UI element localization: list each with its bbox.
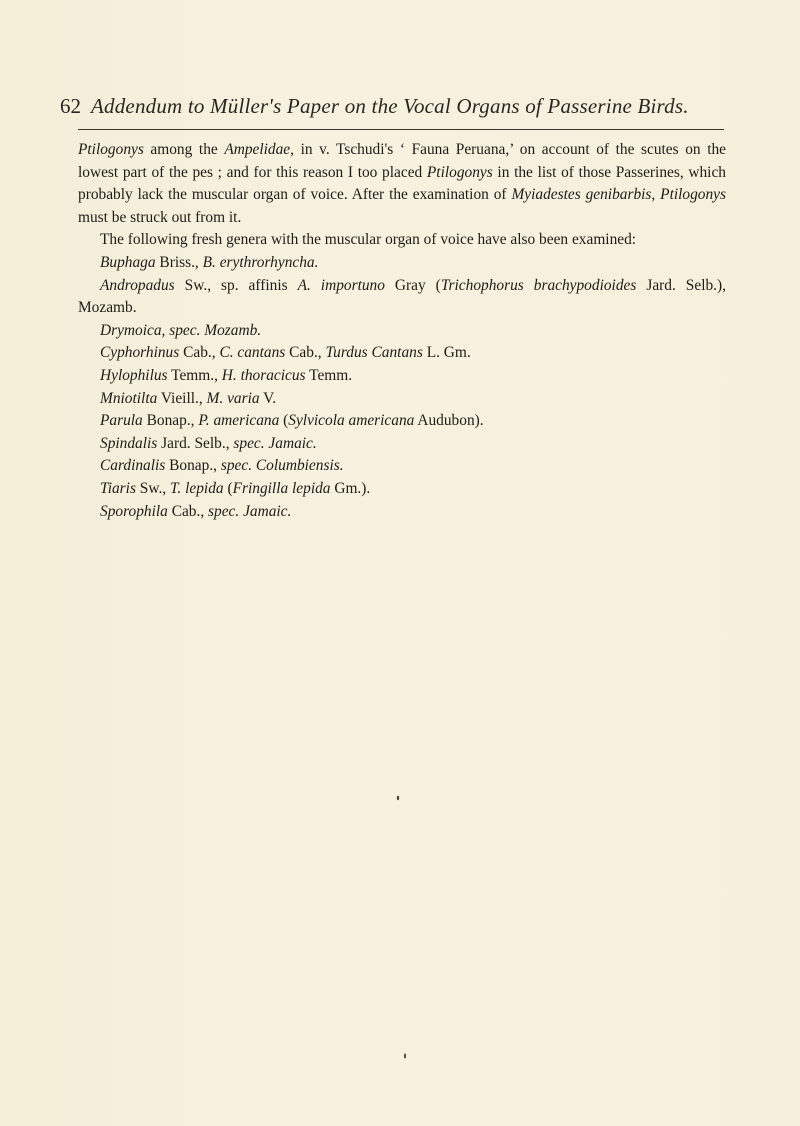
page-number: 62 — [60, 94, 81, 118]
authority: Temm., — [167, 366, 222, 384]
running-head: Addendum to Müller's Paper on the Vocal Organs of Passerine Birds. — [91, 94, 689, 118]
authority: ( — [223, 479, 233, 497]
paragraph-examined-intro: The following fresh genera with the muscular organ of voice have also been examined: — [100, 231, 637, 249]
authority: Cab., — [285, 344, 326, 362]
genus-name: Tiaris — [100, 479, 136, 497]
family-name: Ampelidae — [224, 141, 291, 158]
genus-name: Ptilogonys — [426, 163, 493, 181]
species-name: T. lepida — [170, 479, 224, 497]
authority: Vieill., — [157, 389, 207, 407]
authority: Temm. — [305, 366, 353, 384]
genus-name: Mniotilta — [100, 389, 158, 407]
genus-name: Ptilogonys — [78, 141, 144, 158]
authority: Sw., sp. affinis — [174, 276, 298, 294]
species-name: spec. Columbiensis. — [220, 457, 344, 475]
species-name: C. cantans — [219, 344, 286, 362]
genus-name: Ptilogonys — [660, 186, 727, 204]
text-run: , — [651, 186, 661, 204]
authority: Jard. Selb., — [157, 434, 234, 452]
authority: ( — [279, 412, 289, 430]
synonym-name: Sylvicola americana — [288, 412, 415, 430]
genus-name: Buphaga — [100, 253, 156, 271]
authority: V. — [259, 389, 277, 407]
species-name: P. americana — [198, 412, 280, 430]
paper-speck — [404, 1053, 406, 1058]
authority: Briss., — [155, 253, 203, 271]
species-name: M. varia — [206, 389, 260, 407]
authority: Gm.). — [330, 479, 371, 497]
authority: Bonap., — [165, 457, 221, 475]
authority: L. Gm. — [422, 344, 471, 362]
genus-name: Cyphorhinus — [100, 344, 180, 362]
text-run: among the — [143, 141, 225, 158]
species-name: H. thoracicus — [221, 366, 306, 384]
species-name: spec. Jamaic. — [233, 434, 317, 452]
authority: Cab., — [167, 502, 209, 520]
species-name: Myiadestes genibarbis — [511, 186, 652, 204]
species-name: B. erythrorhyncha. — [202, 253, 319, 271]
text-run: , in v. Tschudi's ‘ Fauna Peruana,’ on account of the scutes on the lowest part of the pes ; and for this reason I too placed — [78, 141, 726, 181]
authority: Bonap., — [142, 412, 199, 430]
text-run: must be struck out from it. — [78, 208, 242, 226]
genus-name: Spindalis — [100, 434, 158, 452]
authority: Sw., — [135, 479, 171, 497]
paper-speck — [397, 796, 399, 800]
genus-name: Drymoica, spec. Mozamb. — [100, 321, 262, 339]
authority: Gray ( — [384, 276, 441, 294]
genus-name: Andropadus — [100, 276, 175, 294]
genus-name: Cardinalis — [100, 457, 166, 475]
genus-name: Sporophila — [100, 502, 168, 520]
authority: Jard. Selb.), Mozamb. — [78, 276, 726, 317]
genus-name: Parula — [100, 412, 143, 430]
synonym-name: Fringilla lepida — [232, 479, 331, 497]
species-name: spec. Jamaic. — [208, 502, 292, 520]
genus-name: Hylophilus — [100, 366, 168, 384]
species-name: A. importuno — [297, 276, 385, 294]
text-run: in the list of those Passerines, which probably lack the muscular organ of voice. After the examination of — [78, 163, 726, 204]
authority: Audubon). — [414, 412, 484, 430]
authority: Cab., — [179, 344, 220, 362]
synonym-name: Trichophorus brachypodioides — [440, 276, 637, 294]
synonym-name: Turdus Cantans — [325, 344, 423, 362]
